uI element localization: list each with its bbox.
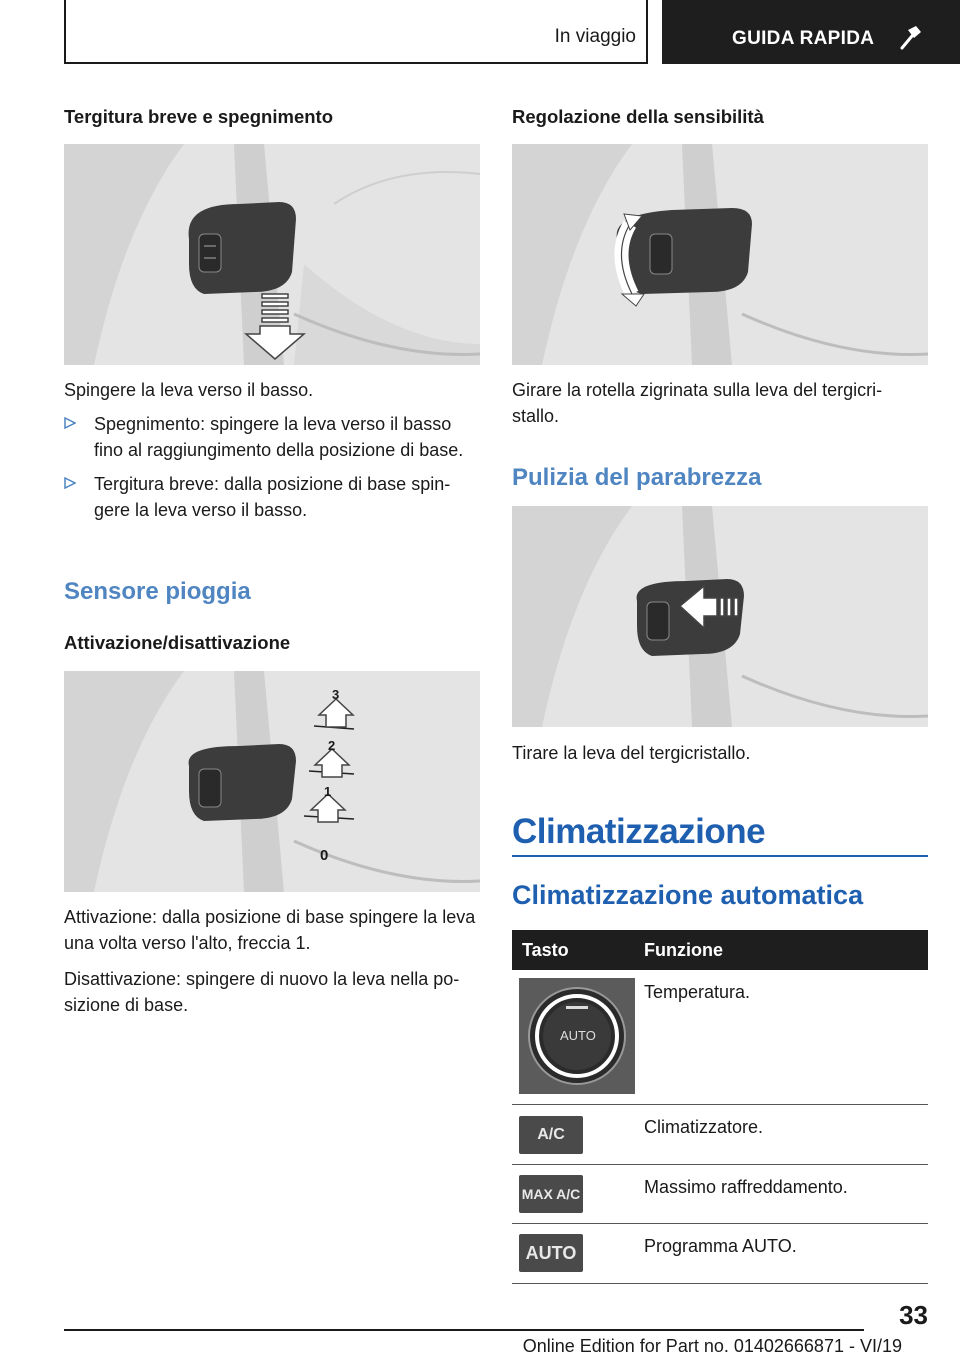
heading-rain-sensor: Sensore pioggia: [64, 578, 251, 605]
figure-push-down: [64, 144, 480, 365]
heading-windshield: Pulizia del parabrezza: [512, 464, 762, 491]
knob-label: AUTO: [560, 1028, 596, 1043]
footer-rule: [64, 1329, 864, 1331]
ac-button-image: A/C: [519, 1116, 583, 1154]
bullet-text: Spegnimento: spingere la leva verso il basso fino al raggiungimento della posizione di base.: [94, 414, 464, 460]
hammer-icon: [898, 24, 922, 50]
arrow-label: 2: [328, 738, 336, 753]
arrow-label: 3: [332, 687, 340, 702]
col-header-function: Funzione: [644, 940, 723, 960]
position-label: 0: [320, 847, 329, 864]
max-ac-button-image: MAX A/C: [519, 1175, 583, 1213]
figure-thumbwheel: [512, 144, 928, 365]
thumbwheel-text: Girare la rotella zigrinata sulla leva del tergicri-stallo.: [512, 380, 883, 426]
row-divider: [512, 1104, 928, 1105]
triangle-bullet-icon: [64, 417, 76, 429]
bullet-text: Tergitura breve: dalla posizione di base spin-gere la leva verso il basso.: [94, 474, 451, 520]
auto-button-image: AUTO: [519, 1234, 583, 1272]
figure-pull-lever: [512, 506, 928, 727]
row-divider: [512, 1164, 928, 1165]
pull-lever-text: Tirare la leva del tergicristallo.: [512, 743, 751, 763]
arrow-label: 1: [324, 784, 332, 799]
activation-text: Attivazione: dalla posizione di base spingere la leva una volta verso l'alto, freccia 1.: [64, 907, 476, 953]
function-text: Massimo raffreddamento.: [644, 1177, 848, 1197]
heading-activation: Attivazione/disattivazione: [64, 632, 291, 653]
table-header: [512, 930, 928, 970]
chapter-tab[interactable]: [662, 0, 960, 64]
section-title: In viaggio: [554, 26, 636, 47]
figure-rain-sensor: [64, 671, 480, 892]
heading-sensitivity: Regolazione della sensibilità: [512, 106, 764, 127]
chapter-tab-label: GUIDA RAPIDA: [732, 28, 875, 49]
instruction-text: Spingere la leva verso il basso.: [64, 380, 314, 400]
bullet-item: [64, 471, 480, 523]
triangle-bullet-icon: [64, 477, 76, 489]
chapter-title: Climatizzazione: [512, 812, 766, 851]
heading-auto-climate: Climatizzazione automatica: [512, 880, 864, 910]
col-header-key: Tasto: [522, 940, 569, 960]
auto-knob-image: [519, 978, 635, 1094]
function-text: Programma AUTO.: [644, 1236, 797, 1256]
heading-short-wipe: Tergitura breve e spegnimento: [64, 106, 333, 127]
deactivation-text: Disattivazione: spingere di nuovo la leva nella po-sizione di base.: [64, 969, 460, 1015]
function-text: Climatizzatore.: [644, 1117, 764, 1137]
page-number: 33: [899, 1300, 928, 1330]
function-text: Temperatura.: [644, 982, 751, 1002]
edition-text: Online Edition for Part no. 01402666871 - VI/19: [522, 1336, 902, 1356]
row-divider: [512, 1223, 928, 1224]
row-divider: [512, 1283, 928, 1284]
title-rule: [512, 855, 928, 857]
bullet-item: [64, 411, 480, 463]
